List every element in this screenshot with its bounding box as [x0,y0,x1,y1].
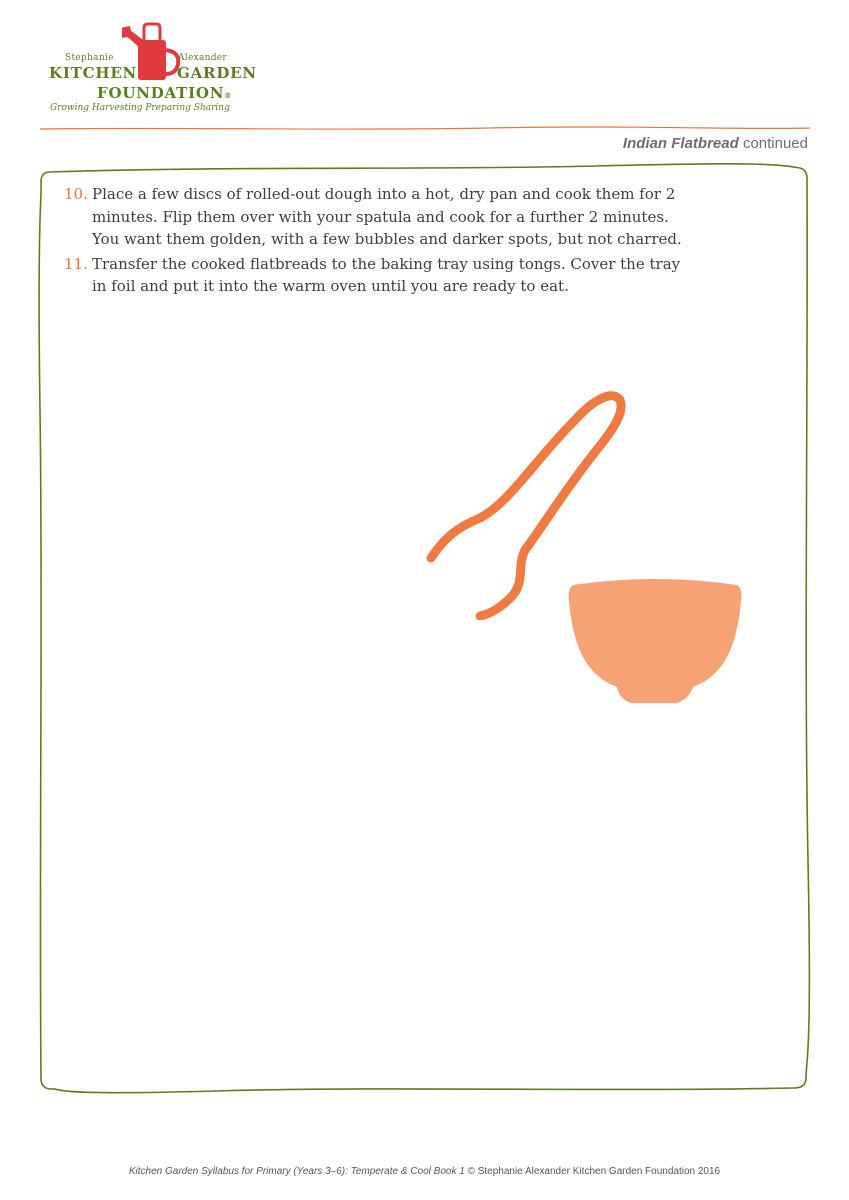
method-steps [64,183,684,300]
logo-last-name: Alexander [178,53,228,63]
logo-foundation-word: FOUNDATION [97,84,225,102]
step-text: Transfer the cooked flatbreads to the baking tray using tongs. Cover the tray in foil and put it into the warm oven until you are ready to eat. [92,254,681,295]
logo-kitchen: KITCHEN [49,64,138,82]
step-number: 10. [64,185,88,203]
footer-copyright: © Stephanie Alexander Kitchen Garden Foundation 2016 [467,1166,721,1177]
logo-garden: GARDEN [177,64,257,82]
bowl-icon [565,575,745,707]
header-divider [40,125,810,133]
continued-label: continued [742,135,808,152]
step-item [64,253,684,298]
logo-foundation [97,84,232,102]
registered-mark: ® [224,91,233,100]
step-text: Place a few discs of rolled-out dough into a hot, dry pan and cook them for 2 minutes. Flip them over with your spatula and cook for a further 2 minutes. You want them golden, with a few bubbles and darker spots, but not charred. [92,185,682,248]
recipe-title: Indian Flatbread [622,135,739,152]
logo-tagline: Growing Harvesting Preparing Sharing [50,103,230,113]
recipe-header [623,135,808,152]
footer-book-title: Kitchen Garden Syllabus for Primary (Years 3–6): Temperate & Cool Book 1 [128,1166,465,1177]
foundation-logo [40,22,270,122]
page-footer [0,1166,849,1177]
step-item [64,183,684,251]
step-number: 11. [64,254,88,273]
logo-first-name: Stephanie [65,53,114,63]
